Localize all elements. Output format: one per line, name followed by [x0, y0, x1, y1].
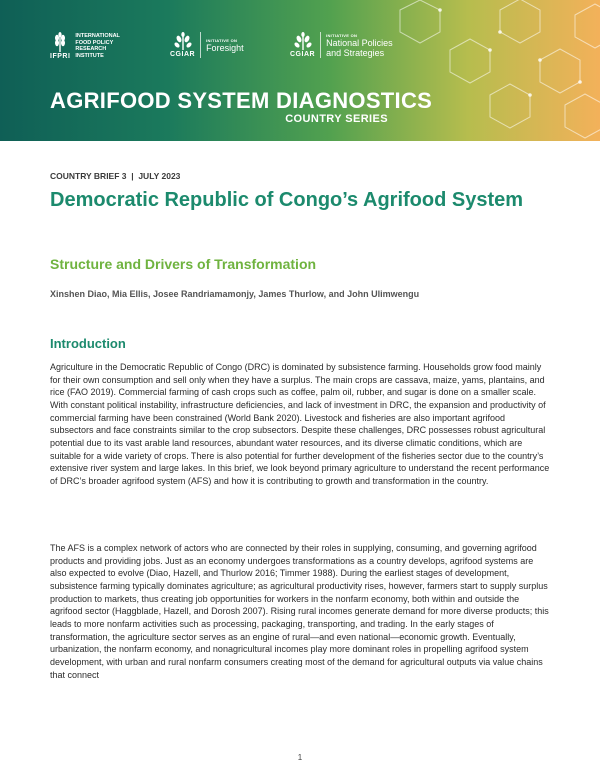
body-paragraph: Agriculture in the Democratic Republic of Congo (DRC) is dominated by subsistence farming. Households grow food mainly for their own consumption and sell only when they have a surplus. The main crops are cassava, maize, yams, plantains, and rice (FAO 2019). Commercial farming of cash crops such as coffee, palm oil, rubber, and sugar is done on a smaller scale. With constant political instability, infrastructure deficiencies, and lack of investment in DRC, the expansion and productivity of commercial farming have been constrained (World Bank 2020). Livestock and fisheries are also important agrifood subsectors and face constraints similar to the crop subsectors. Despite these challenges, DRC possesses robust agricultural potential due to its vast arable land resources, abundant water resources, and its diverse climatic conditions, which are suitable for a wide variety of crops. There is also potential for further development of the fisheries sector due to the country’s extensive river system and large lakes. In this brief, we look beyond primary agriculture to understand the recent performance of DRC’s broader agrifood system (AFS) and how it is contributing to growth and transformation in the country.: [50, 362, 550, 486]
national-name-1: National Policies: [326, 37, 393, 48]
cgiar-leaf-icon: [293, 32, 313, 50]
ifpri-logo: [50, 32, 120, 60]
foresight-initiative: INITIATIVE ON: [206, 37, 238, 43]
ifpri-line3: RESEARCH: [75, 46, 107, 52]
page-number: 1: [297, 753, 303, 762]
cgiar-mark-1: CGIAR: [170, 51, 196, 58]
ifpri-abbr: IFPRI: [50, 53, 71, 60]
cgiar-leaf-icon: [173, 32, 193, 50]
wheat-icon: [52, 32, 68, 52]
banner-title: AGRIFOOD SYSTEM DIAGNOSTICS: [50, 88, 433, 113]
national-initiative: INITIATIVE ON: [326, 32, 358, 38]
cgiar-foresight-logo: [170, 32, 244, 58]
cgiar-national-logo: [290, 32, 393, 58]
logo-divider: [200, 32, 201, 58]
body-paragraph: The AFS is a complex network of actors who are connected by their roles in supplying, consuming, and governing agrifood products and providing jobs. Just as an economy undergoes transformations as a country develops, agrifood systems are also expected to evolve (Diao, Hazell, and Thurlow 2016; Timmer 1988). During the earliest stages of development, subsistence farming typically dominates agriculture; as agricultural productivity rises, however, farmers start to supply surplus production to markets, thus creating job opportunities for workers in the nonfarm economy, both within and outside the agrifood sector (Haggblade, Hazell, and Dorosh 2007). Rising rural incomes generate demand for more diverse products; this leads to more nonfarm activities such as processing, packaging, transporting, and trading. In the early stages of transformation, the agriculture sector serves as an engine of rural—and even national—economic growth. Eventually, urbanization, the nonfarm economy, and nonagricultural incomes play more dominant roles in propelling agrifood system development, with urban and rural nonfarm consumers creating most of the demand for agricultural outputs via value chains that connect: [50, 543, 549, 680]
national-name-2: and Strategies: [326, 47, 385, 58]
page-title: Democratic Republic of Congo’s Agrifood System: [50, 189, 524, 211]
logo-divider: [320, 32, 321, 58]
foresight-name: Foresight: [206, 42, 244, 53]
header-banner: [0, 0, 600, 141]
page-subtitle: Structure and Drivers of Transformation: [50, 256, 317, 272]
author-list: Xinshen Diao, Mia Ellis, Josee Randriamamonjy, James Thurlow, and John Ulimwengu: [50, 289, 420, 299]
section-heading: Introduction: [50, 336, 126, 351]
brief-label: COUNTRY BRIEF 3 | JULY 2023: [50, 171, 181, 181]
ifpri-line4: INSTITUTE: [75, 52, 104, 59]
cgiar-mark-2: CGIAR: [290, 51, 316, 58]
ifpri-line1: INTERNATIONAL: [75, 33, 120, 39]
ifpri-line2: FOOD POLICY: [75, 39, 114, 46]
banner-subtitle: COUNTRY SERIES: [285, 113, 388, 125]
